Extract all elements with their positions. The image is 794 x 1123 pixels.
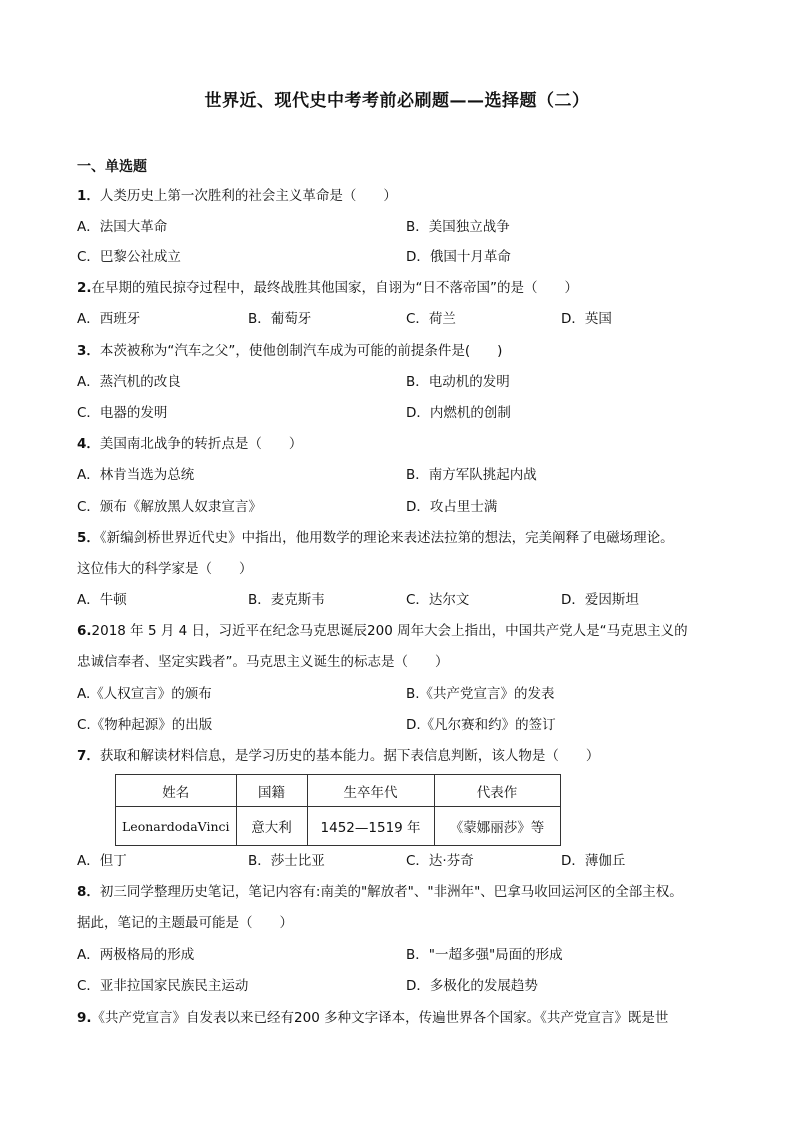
table-header-cell: 生卒年代	[307, 775, 434, 807]
question-text: 美国南北战争的转折点是（ ）	[99, 436, 303, 452]
table-cell: LeonardodaVinci	[116, 807, 237, 846]
question-8-continued: 据此，笔记的主题最可能是（ ）	[77, 915, 293, 931]
option-a: A．法国大革命	[77, 219, 168, 235]
option-a: A．牛顿	[77, 592, 127, 608]
option-c: C．亚非拉国家民族民主运动	[77, 978, 249, 994]
option-c: C．达尔文	[406, 592, 470, 608]
question-5-continued: 这位伟大的科学家是（ ）	[77, 561, 253, 577]
question-number: 6.	[77, 623, 92, 639]
question-6-continued: 忠诚信奉者、坚定实践者”。马克思主义诞生的标志是（ ）	[77, 654, 449, 670]
option-b: B．美国独立战争	[406, 219, 510, 235]
option-d: D．薄伽丘	[561, 853, 626, 869]
question-8	[77, 882, 683, 902]
option-c: C．电器的发明	[77, 405, 168, 421]
question-number: 5．	[77, 530, 100, 546]
option-b: B．南方军队挑起内战	[406, 467, 537, 483]
question-number: 8．	[77, 884, 100, 900]
question-2	[77, 278, 578, 298]
table-cell: 《蒙娜丽莎》等	[434, 807, 560, 846]
question-text: 在早期的殖民掠夺过程中，最终战胜其他国家，自诩为“日不落帝国”的是（ ）	[91, 280, 579, 296]
option-d: D．多极化的发展趋势	[406, 978, 538, 994]
option-c: C．荷兰	[406, 311, 456, 327]
question-7	[77, 746, 599, 766]
question-text: 获取和解读材料信息，是学习历史的基本能力。据下表信息判断，该人物是（ ）	[99, 748, 600, 764]
table-header-cell: 姓名	[116, 775, 237, 807]
question-text: 《新编剑桥世界近代史》中指出，他用数学的理论来表述法拉第的想法，完美阐释了电磁场理论。	[99, 530, 674, 546]
info-table	[115, 774, 561, 846]
table-row	[116, 807, 561, 846]
page-title: 世界近、现代史中考考前必刷题——选择题（二）	[204, 91, 590, 111]
table-header-row	[116, 775, 561, 807]
option-d: D.《凡尔赛和约》的签订	[406, 717, 556, 733]
question-4	[77, 434, 302, 454]
option-b: B．"一超多强"局面的形成	[406, 947, 563, 963]
question-6	[77, 621, 688, 641]
question-text: 本茨被称为“汽车之父”，使他创制汽车成为可能的前提条件是( )	[99, 343, 503, 359]
question-3	[77, 341, 502, 361]
option-a: A．林肯当选为总统	[77, 467, 195, 483]
question-number: 4．	[77, 436, 100, 452]
option-a: A．但丁	[77, 853, 127, 869]
option-b: B．葡萄牙	[248, 311, 312, 327]
question-text: 初三同学整理历史笔记，笔记内容有:南美的"解放者"、"非洲年"、巴拿马收回运河区的全部主权。	[99, 884, 683, 900]
option-d: D．英国	[561, 311, 612, 327]
option-c: C．巴黎公社成立	[77, 249, 181, 265]
question-number: 3．	[77, 343, 100, 359]
option-a: A.《人权宣言》的颁布	[77, 686, 212, 702]
question-5	[77, 528, 674, 548]
option-a: A．两极格局的形成	[77, 947, 195, 963]
question-1	[77, 186, 397, 206]
option-a: A．西班牙	[77, 311, 141, 327]
question-text: 《共产党宣言》自发表以来已经有200 多种文字译本，传遍世界各个国家。《共产党宣言》既是世	[91, 1010, 669, 1026]
option-b: B．莎士比亚	[248, 853, 325, 869]
option-d: D．俄国十月革命	[406, 249, 511, 265]
question-number: 2.	[77, 280, 92, 296]
option-d: D．攻占里士满	[406, 499, 498, 515]
option-a: A．蒸汽机的改良	[77, 374, 181, 390]
option-b: B．电动机的发明	[406, 374, 510, 390]
question-number: 7．	[77, 748, 100, 764]
option-b: B．麦克斯韦	[248, 592, 325, 608]
question-number: 1．	[77, 188, 100, 204]
section-heading: 一、单选题	[77, 159, 147, 175]
option-c: C．达·芬奇	[406, 853, 474, 869]
table-cell: 意大利	[236, 807, 307, 846]
option-d: D．爱因斯坦	[561, 592, 639, 608]
question-9	[77, 1008, 668, 1028]
question-text: 2018 年 5 月 4 日，习近平在纪念马克思诞辰200 周年大会上指出，中国共产党人是“马克思主义的	[91, 623, 688, 639]
option-c: C.《物种起源》的出版	[77, 717, 213, 733]
question-number: 9.	[77, 1010, 92, 1026]
option-b: B.《共产党宣言》的发表	[406, 686, 555, 702]
question-text: 人类历史上第一次胜利的社会主义革命是（ ）	[99, 188, 397, 204]
table-header-cell: 代表作	[434, 775, 560, 807]
table-header-cell: 国籍	[236, 775, 307, 807]
table-cell: 1452—1519 年	[307, 807, 434, 846]
option-d: D．内燃机的创制	[406, 405, 511, 421]
option-c: C．颁布《解放黑人奴隶宣言》	[77, 499, 262, 515]
